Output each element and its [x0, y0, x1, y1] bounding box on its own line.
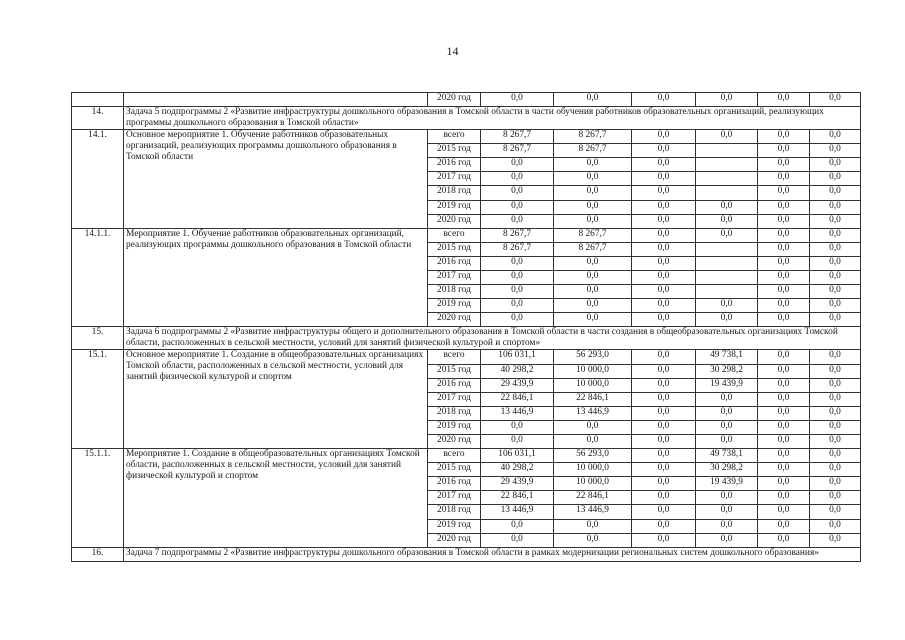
- value-cell: 0,0: [758, 392, 810, 406]
- value-cell: 0,0: [758, 434, 810, 448]
- year-cell: 2019 год: [428, 200, 481, 214]
- value-cell: 0,0: [632, 172, 696, 186]
- value-cell: 0,0: [810, 491, 861, 505]
- value-cell: 8 267,7: [481, 144, 554, 158]
- activity-title: Мероприятие 1. Обучение работников образовательных организаций, реализующих программы дошкольного образования в Томской области: [124, 228, 428, 327]
- value-cell: 19 439,9: [696, 378, 758, 392]
- number-cell: 14.1.: [72, 130, 124, 229]
- value-cell: 10 000,0: [554, 364, 632, 378]
- value-cell: 0,0: [758, 491, 810, 505]
- table-row: [72, 449, 861, 463]
- value-cell: 0,0: [810, 271, 861, 285]
- value-cell: 29 439,9: [481, 477, 554, 491]
- year-cell: 2020 год: [428, 313, 481, 327]
- value-cell: 0,0: [481, 158, 554, 172]
- value-cell: 8 267,7: [554, 130, 632, 144]
- year-cell: 2015 год: [428, 144, 481, 158]
- value-cell: 0,0: [481, 285, 554, 299]
- value-cell: 22 846,1: [554, 491, 632, 505]
- value-cell: 0,0: [810, 378, 861, 392]
- value-cell: 0,0: [810, 144, 861, 158]
- value-cell: 0,0: [810, 477, 861, 491]
- value-cell: 0,0: [758, 214, 810, 228]
- year-cell: 2017 год: [428, 491, 481, 505]
- value-cell: 0,0: [810, 228, 861, 242]
- value-cell: 0,0: [696, 392, 758, 406]
- year-cell: 2017 год: [428, 392, 481, 406]
- value-cell: 13 446,9: [554, 406, 632, 420]
- value-cell: 0,0: [758, 93, 810, 107]
- year-cell: 2020 год: [428, 93, 481, 107]
- value-cell: 0,0: [554, 533, 632, 547]
- table-row: [72, 350, 861, 364]
- value-cell: 0,0: [810, 449, 861, 463]
- value-cell: 0,0: [758, 158, 810, 172]
- value-cell: 0,0: [758, 420, 810, 434]
- value-cell: 0,0: [758, 242, 810, 256]
- value-cell: 0,0: [481, 172, 554, 186]
- year-cell: 2016 год: [428, 256, 481, 270]
- value-cell: 0,0: [554, 271, 632, 285]
- value-cell: 0,0: [632, 350, 696, 364]
- value-cell: 0,0: [632, 144, 696, 158]
- value-cell: 0,0: [810, 434, 861, 448]
- value-cell: 0,0: [632, 313, 696, 327]
- value-cell: 0,0: [758, 285, 810, 299]
- value-cell: [696, 144, 758, 158]
- budget-table: [71, 92, 861, 562]
- value-cell: 0,0: [632, 214, 696, 228]
- year-cell: 2018 год: [428, 505, 481, 519]
- task-title: Задача 5 подпрограммы 2 «Развитие инфраструктуры дошкольного образования в Томской области в части обучения работников образовательных организаций, реализующих программы дошкольного образования в Томской области»: [124, 107, 861, 130]
- value-cell: 0,0: [632, 533, 696, 547]
- number-cell: 14.: [72, 107, 124, 130]
- activity-title: Основное мероприятие 1. Создание в общеобразовательных организациях Томской области, расположенных в сельской местности, условий для занятий физической культурой и спортом: [124, 350, 428, 449]
- value-cell: 0,0: [632, 364, 696, 378]
- value-cell: 0,0: [554, 256, 632, 270]
- value-cell: 30 298,2: [696, 463, 758, 477]
- value-cell: 0,0: [696, 434, 758, 448]
- value-cell: 0,0: [632, 491, 696, 505]
- value-cell: 0,0: [758, 313, 810, 327]
- value-cell: 0,0: [758, 200, 810, 214]
- value-cell: 0,0: [554, 186, 632, 200]
- value-cell: 22 846,1: [481, 392, 554, 406]
- value-cell: 0,0: [554, 214, 632, 228]
- value-cell: 0,0: [632, 285, 696, 299]
- value-cell: 0,0: [481, 533, 554, 547]
- value-cell: 0,0: [810, 285, 861, 299]
- value-cell: 0,0: [810, 214, 861, 228]
- number-cell: [72, 93, 124, 107]
- number-cell: 16.: [72, 547, 124, 561]
- value-cell: 0,0: [758, 463, 810, 477]
- value-cell: 0,0: [632, 463, 696, 477]
- value-cell: 22 846,1: [554, 392, 632, 406]
- value-cell: [696, 242, 758, 256]
- value-cell: 8 267,7: [481, 130, 554, 144]
- year-cell: 2020 год: [428, 434, 481, 448]
- value-cell: 0,0: [810, 172, 861, 186]
- value-cell: 0,0: [696, 313, 758, 327]
- value-cell: 0,0: [810, 392, 861, 406]
- value-cell: 19 439,9: [696, 477, 758, 491]
- value-cell: 10 000,0: [554, 378, 632, 392]
- value-cell: 13 446,9: [481, 505, 554, 519]
- value-cell: 0,0: [810, 186, 861, 200]
- value-cell: 0,0: [554, 172, 632, 186]
- value-cell: 0,0: [758, 256, 810, 270]
- value-cell: 0,0: [696, 228, 758, 242]
- value-cell: 0,0: [810, 200, 861, 214]
- value-cell: 30 298,2: [696, 364, 758, 378]
- value-cell: 0,0: [554, 158, 632, 172]
- value-cell: 0,0: [758, 519, 810, 533]
- value-cell: 0,0: [632, 392, 696, 406]
- year-cell: всего: [428, 130, 481, 144]
- value-cell: 0,0: [481, 200, 554, 214]
- year-cell: 2020 год: [428, 214, 481, 228]
- value-cell: 0,0: [481, 271, 554, 285]
- value-cell: 0,0: [632, 519, 696, 533]
- year-cell: 2019 год: [428, 299, 481, 313]
- task-title: Задача 7 подпрограммы 2 «Развитие инфраструктуры дошкольного образования в Томской области в рамках модернизации региональных систем дошкольного образования»: [124, 547, 861, 561]
- value-cell: 0,0: [758, 350, 810, 364]
- value-cell: 0,0: [810, 256, 861, 270]
- value-cell: 0,0: [632, 271, 696, 285]
- page-number: 14: [446, 44, 459, 58]
- value-cell: 0,0: [758, 533, 810, 547]
- value-cell: 0,0: [758, 228, 810, 242]
- table-row: [72, 93, 861, 107]
- label-cell: [124, 93, 428, 107]
- value-cell: [696, 172, 758, 186]
- value-cell: 0,0: [481, 256, 554, 270]
- value-cell: [696, 186, 758, 200]
- number-cell: 15.1.1.: [72, 449, 124, 548]
- value-cell: 56 293,0: [554, 449, 632, 463]
- year-cell: 2016 год: [428, 477, 481, 491]
- value-cell: [696, 285, 758, 299]
- value-cell: 0,0: [632, 242, 696, 256]
- value-cell: 0,0: [758, 378, 810, 392]
- value-cell: 0,0: [481, 434, 554, 448]
- value-cell: 0,0: [810, 406, 861, 420]
- value-cell: 0,0: [696, 420, 758, 434]
- value-cell: 0,0: [696, 505, 758, 519]
- value-cell: 0,0: [632, 130, 696, 144]
- table-row: [72, 130, 861, 144]
- value-cell: 0,0: [481, 186, 554, 200]
- value-cell: 0,0: [810, 519, 861, 533]
- value-cell: 0,0: [632, 477, 696, 491]
- value-cell: 0,0: [758, 130, 810, 144]
- year-cell: 2018 год: [428, 406, 481, 420]
- value-cell: 106 031,1: [481, 350, 554, 364]
- number-cell: 15.: [72, 327, 124, 350]
- value-cell: 0,0: [481, 299, 554, 313]
- value-cell: 0,0: [810, 130, 861, 144]
- year-cell: 2016 год: [428, 378, 481, 392]
- value-cell: 0,0: [632, 420, 696, 434]
- task-title: Задача 6 подпрограммы 2 «Развитие инфраструктуры общего и дополнительного образования в Томской области в части создания в общеобразовательных организациях Томской области, расположенных в сельской местности, условий для занятий физической культурой и спортом»: [124, 327, 861, 350]
- value-cell: 0,0: [810, 299, 861, 313]
- value-cell: 0,0: [810, 463, 861, 477]
- year-cell: 2020 год: [428, 533, 481, 547]
- value-cell: 0,0: [696, 491, 758, 505]
- value-cell: 0,0: [696, 299, 758, 313]
- value-cell: 8 267,7: [554, 242, 632, 256]
- value-cell: 0,0: [696, 93, 758, 107]
- activity-title: Основное мероприятие 1. Обучение работников образовательных организаций, реализующих программы дошкольного образования в Томской области: [124, 130, 428, 229]
- value-cell: 0,0: [758, 449, 810, 463]
- value-cell: 0,0: [810, 158, 861, 172]
- value-cell: [696, 158, 758, 172]
- value-cell: 13 446,9: [481, 406, 554, 420]
- value-cell: 49 738,1: [696, 449, 758, 463]
- year-cell: 2017 год: [428, 271, 481, 285]
- value-cell: 0,0: [554, 313, 632, 327]
- value-cell: 0,0: [696, 533, 758, 547]
- value-cell: 0,0: [632, 200, 696, 214]
- value-cell: 0,0: [696, 214, 758, 228]
- value-cell: 0,0: [554, 420, 632, 434]
- year-cell: 2017 год: [428, 172, 481, 186]
- value-cell: 0,0: [554, 93, 632, 107]
- value-cell: 0,0: [810, 313, 861, 327]
- value-cell: 22 846,1: [481, 491, 554, 505]
- value-cell: 0,0: [632, 93, 696, 107]
- value-cell: 0,0: [696, 519, 758, 533]
- value-cell: 8 267,7: [554, 228, 632, 242]
- number-cell: 14.1.1.: [72, 228, 124, 327]
- value-cell: 0,0: [481, 420, 554, 434]
- value-cell: 0,0: [632, 406, 696, 420]
- value-cell: 0,0: [758, 144, 810, 158]
- value-cell: 29 439,9: [481, 378, 554, 392]
- task-row: [72, 327, 861, 350]
- value-cell: 0,0: [554, 434, 632, 448]
- value-cell: 0,0: [481, 313, 554, 327]
- value-cell: 0,0: [481, 214, 554, 228]
- value-cell: 0,0: [632, 505, 696, 519]
- value-cell: 10 000,0: [554, 463, 632, 477]
- year-cell: 2016 год: [428, 158, 481, 172]
- year-cell: 2018 год: [428, 186, 481, 200]
- value-cell: 40 298,2: [481, 364, 554, 378]
- value-cell: 0,0: [632, 299, 696, 313]
- number-cell: 15.1.: [72, 350, 124, 449]
- value-cell: 40 298,2: [481, 463, 554, 477]
- task-row: [72, 107, 861, 130]
- value-cell: 56 293,0: [554, 350, 632, 364]
- value-cell: 0,0: [554, 299, 632, 313]
- value-cell: 0,0: [554, 200, 632, 214]
- value-cell: 0,0: [632, 378, 696, 392]
- value-cell: 0,0: [758, 406, 810, 420]
- value-cell: 0,0: [758, 505, 810, 519]
- value-cell: 8 267,7: [481, 242, 554, 256]
- value-cell: 0,0: [758, 299, 810, 313]
- value-cell: 0,0: [810, 93, 861, 107]
- year-cell: 2019 год: [428, 519, 481, 533]
- year-cell: всего: [428, 228, 481, 242]
- value-cell: 0,0: [810, 350, 861, 364]
- value-cell: 10 000,0: [554, 477, 632, 491]
- activity-title: Мероприятие 1. Создание в общеобразовательных организациях Томской области, расположенных в сельской местности, условий для занятий физической культурой и спортом: [124, 449, 428, 548]
- value-cell: 0,0: [810, 533, 861, 547]
- value-cell: 0,0: [758, 477, 810, 491]
- value-cell: 0,0: [758, 186, 810, 200]
- value-cell: 0,0: [554, 519, 632, 533]
- value-cell: 8 267,7: [554, 144, 632, 158]
- value-cell: 49 738,1: [696, 350, 758, 364]
- value-cell: 106 031,1: [481, 449, 554, 463]
- value-cell: 0,0: [632, 186, 696, 200]
- value-cell: 0,0: [810, 242, 861, 256]
- value-cell: 8 267,7: [481, 228, 554, 242]
- value-cell: 0,0: [632, 434, 696, 448]
- year-cell: 2015 год: [428, 463, 481, 477]
- year-cell: 2018 год: [428, 285, 481, 299]
- year-cell: 2019 год: [428, 420, 481, 434]
- value-cell: 0,0: [810, 420, 861, 434]
- value-cell: 13 446,9: [554, 505, 632, 519]
- value-cell: 0,0: [632, 449, 696, 463]
- value-cell: 0,0: [696, 406, 758, 420]
- year-cell: 2015 год: [428, 242, 481, 256]
- table-row: [72, 228, 861, 242]
- value-cell: 0,0: [632, 256, 696, 270]
- year-cell: всего: [428, 350, 481, 364]
- value-cell: 0,0: [758, 271, 810, 285]
- value-cell: 0,0: [554, 285, 632, 299]
- value-cell: 0,0: [810, 505, 861, 519]
- year-cell: всего: [428, 449, 481, 463]
- value-cell: 0,0: [696, 200, 758, 214]
- value-cell: 0,0: [481, 93, 554, 107]
- value-cell: 0,0: [696, 130, 758, 144]
- value-cell: 0,0: [481, 519, 554, 533]
- value-cell: 0,0: [632, 228, 696, 242]
- value-cell: 0,0: [758, 172, 810, 186]
- year-cell: 2015 год: [428, 364, 481, 378]
- value-cell: 0,0: [758, 364, 810, 378]
- value-cell: [696, 271, 758, 285]
- value-cell: 0,0: [810, 364, 861, 378]
- value-cell: [696, 256, 758, 270]
- task-row: [72, 547, 861, 561]
- value-cell: 0,0: [632, 158, 696, 172]
